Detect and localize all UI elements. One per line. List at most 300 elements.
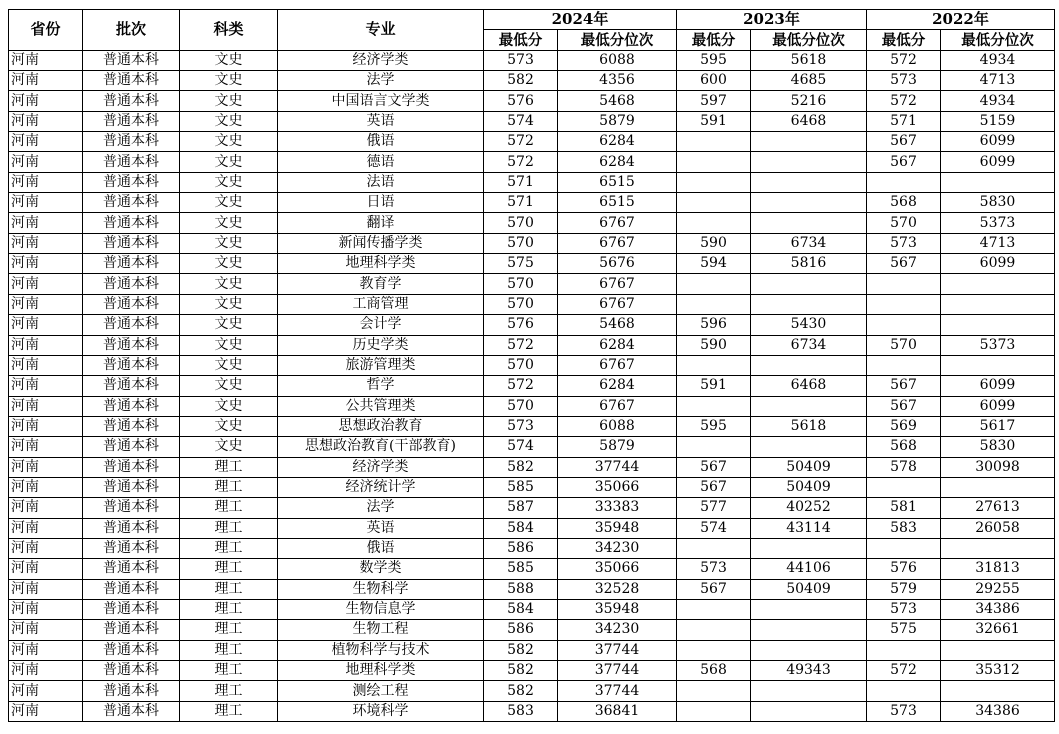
- cell-category: 文史: [180, 71, 278, 91]
- table-row: [9, 111, 1055, 131]
- cell-category: 理工: [180, 559, 278, 579]
- cell-min-rank-2023: [751, 132, 867, 152]
- cell-min-rank-2023: [751, 274, 867, 294]
- cell-min-score-2023: [677, 701, 751, 721]
- cell-min-rank-2024: 6088: [558, 50, 677, 70]
- cell-category: 理工: [180, 661, 278, 681]
- cell-major: 思想政治教育(干部教育): [278, 437, 484, 457]
- table-row: [9, 559, 1055, 579]
- cell-province: 河南: [9, 355, 83, 375]
- cell-batch: 普通本科: [83, 416, 180, 436]
- cell-province: 河南: [9, 681, 83, 701]
- cell-min-rank-2023: [751, 396, 867, 416]
- cell-major: 公共管理类: [278, 396, 484, 416]
- cell-province: 河南: [9, 376, 83, 396]
- cell-min-score-2024: 585: [484, 477, 558, 497]
- cell-min-score-2022: [867, 681, 941, 701]
- cell-min-rank-2024: 6767: [558, 233, 677, 253]
- cell-province: 河南: [9, 294, 83, 314]
- cell-batch: 普通本科: [83, 376, 180, 396]
- cell-category: 文史: [180, 152, 278, 172]
- cell-province: 河南: [9, 457, 83, 477]
- cell-min-rank-2024: 35066: [558, 477, 677, 497]
- cell-batch: 普通本科: [83, 599, 180, 619]
- cell-category: 文史: [180, 233, 278, 253]
- cell-min-rank-2024: 37744: [558, 661, 677, 681]
- cell-min-score-2022: 567: [867, 152, 941, 172]
- cell-batch: 普通本科: [83, 315, 180, 335]
- cell-min-rank-2022: 4713: [941, 233, 1055, 253]
- cell-min-rank-2022: 5373: [941, 213, 1055, 233]
- cell-province: 河南: [9, 661, 83, 681]
- cell-min-rank-2023: [751, 701, 867, 721]
- cell-category: 文史: [180, 416, 278, 436]
- cell-min-score-2024: 570: [484, 213, 558, 233]
- cell-major: 英语: [278, 111, 484, 131]
- cell-min-score-2022: 573: [867, 701, 941, 721]
- header-category: 科类: [180, 10, 278, 51]
- cell-min-rank-2024: 6767: [558, 294, 677, 314]
- cell-batch: 普通本科: [83, 498, 180, 518]
- cell-min-score-2024: 587: [484, 498, 558, 518]
- cell-min-score-2024: 584: [484, 599, 558, 619]
- cell-min-score-2023: [677, 620, 751, 640]
- cell-min-score-2024: 582: [484, 661, 558, 681]
- cell-min-score-2023: [677, 681, 751, 701]
- cell-batch: 普通本科: [83, 681, 180, 701]
- cell-min-rank-2022: 30098: [941, 457, 1055, 477]
- cell-province: 河南: [9, 396, 83, 416]
- cell-major: 旅游管理类: [278, 355, 484, 375]
- cell-min-rank-2022: [941, 172, 1055, 192]
- cell-category: 文史: [180, 376, 278, 396]
- cell-min-rank-2022: [941, 315, 1055, 335]
- cell-min-rank-2022: [941, 640, 1055, 660]
- cell-min-rank-2023: 50409: [751, 579, 867, 599]
- cell-min-rank-2022: 35312: [941, 661, 1055, 681]
- cell-min-score-2022: 572: [867, 91, 941, 111]
- cell-min-score-2022: [867, 294, 941, 314]
- cell-min-score-2024: 570: [484, 294, 558, 314]
- cell-province: 河南: [9, 640, 83, 660]
- cell-batch: 普通本科: [83, 559, 180, 579]
- cell-major: 俄语: [278, 538, 484, 558]
- cell-min-rank-2024: 33383: [558, 498, 677, 518]
- cell-batch: 普通本科: [83, 132, 180, 152]
- cell-category: 文史: [180, 132, 278, 152]
- cell-min-rank-2024: 34230: [558, 538, 677, 558]
- cell-min-score-2022: 570: [867, 335, 941, 355]
- cell-province: 河南: [9, 152, 83, 172]
- cell-min-score-2023: 567: [677, 579, 751, 599]
- cell-min-rank-2024: 4356: [558, 71, 677, 91]
- cell-min-score-2024: 576: [484, 315, 558, 335]
- cell-min-score-2024: 573: [484, 50, 558, 70]
- cell-batch: 普通本科: [83, 50, 180, 70]
- cell-min-score-2022: 575: [867, 620, 941, 640]
- cell-major: 工商管理: [278, 294, 484, 314]
- cell-category: 理工: [180, 620, 278, 640]
- cell-min-rank-2022: 27613: [941, 498, 1055, 518]
- cell-major: 生物信息学: [278, 599, 484, 619]
- cell-min-rank-2023: [751, 538, 867, 558]
- cell-min-score-2023: 574: [677, 518, 751, 538]
- cell-min-score-2023: 567: [677, 457, 751, 477]
- cell-min-score-2023: 595: [677, 416, 751, 436]
- cell-min-rank-2024: 6515: [558, 193, 677, 213]
- table-row: [9, 193, 1055, 213]
- cell-min-score-2022: 583: [867, 518, 941, 538]
- cell-min-score-2024: 570: [484, 396, 558, 416]
- cell-province: 河南: [9, 518, 83, 538]
- cell-category: 理工: [180, 518, 278, 538]
- table-row: [9, 172, 1055, 192]
- cell-min-score-2024: 572: [484, 152, 558, 172]
- table-row: [9, 477, 1055, 497]
- cell-category: 文史: [180, 254, 278, 274]
- cell-min-score-2023: 591: [677, 376, 751, 396]
- cell-min-score-2024: 572: [484, 132, 558, 152]
- cell-province: 河南: [9, 579, 83, 599]
- cell-min-rank-2023: 6468: [751, 111, 867, 131]
- cell-batch: 普通本科: [83, 254, 180, 274]
- cell-min-rank-2023: 50409: [751, 477, 867, 497]
- header-year-2022: 2022年: [867, 10, 1055, 30]
- cell-batch: 普通本科: [83, 437, 180, 457]
- cell-min-rank-2024: 34230: [558, 620, 677, 640]
- cell-major: 俄语: [278, 132, 484, 152]
- cell-min-score-2024: 572: [484, 335, 558, 355]
- cell-min-rank-2024: 5879: [558, 111, 677, 131]
- cell-min-rank-2022: 6099: [941, 254, 1055, 274]
- cell-major: 经济学类: [278, 50, 484, 70]
- cell-category: 文史: [180, 91, 278, 111]
- cell-category: 文史: [180, 50, 278, 70]
- table-row: [9, 50, 1055, 70]
- cell-major: 环境科学: [278, 701, 484, 721]
- table-row: [9, 233, 1055, 253]
- cell-min-score-2024: 571: [484, 172, 558, 192]
- cell-batch: 普通本科: [83, 661, 180, 681]
- cell-category: 理工: [180, 681, 278, 701]
- table-row: [9, 437, 1055, 457]
- cell-min-rank-2023: [751, 193, 867, 213]
- cell-min-score-2022: 573: [867, 233, 941, 253]
- cell-min-rank-2023: 5618: [751, 50, 867, 70]
- cell-min-rank-2024: 6284: [558, 335, 677, 355]
- cell-min-score-2023: [677, 355, 751, 375]
- cell-category: 理工: [180, 457, 278, 477]
- cell-province: 河南: [9, 477, 83, 497]
- cell-batch: 普通本科: [83, 213, 180, 233]
- cell-category: 文史: [180, 193, 278, 213]
- cell-min-rank-2023: 5618: [751, 416, 867, 436]
- cell-batch: 普通本科: [83, 172, 180, 192]
- cell-min-rank-2023: 6468: [751, 376, 867, 396]
- cell-min-rank-2022: 32661: [941, 620, 1055, 640]
- admission-scores-table: [8, 9, 1055, 722]
- table-row: [9, 213, 1055, 233]
- table-body: [9, 50, 1055, 721]
- cell-min-rank-2024: 6767: [558, 355, 677, 375]
- cell-min-rank-2024: 6767: [558, 274, 677, 294]
- cell-min-score-2024: 576: [484, 91, 558, 111]
- cell-province: 河南: [9, 701, 83, 721]
- cell-min-score-2024: 586: [484, 538, 558, 558]
- header-row-years: [9, 10, 1055, 30]
- cell-min-score-2024: 572: [484, 376, 558, 396]
- table-row: [9, 152, 1055, 172]
- cell-min-rank-2022: 6099: [941, 396, 1055, 416]
- cell-min-score-2023: 600: [677, 71, 751, 91]
- cell-province: 河南: [9, 193, 83, 213]
- table-row: [9, 71, 1055, 91]
- table-row: [9, 274, 1055, 294]
- cell-batch: 普通本科: [83, 477, 180, 497]
- cell-major: 英语: [278, 518, 484, 538]
- cell-category: 理工: [180, 477, 278, 497]
- cell-min-rank-2023: [751, 355, 867, 375]
- cell-min-rank-2023: [751, 437, 867, 457]
- cell-min-rank-2022: 4934: [941, 50, 1055, 70]
- cell-category: 理工: [180, 579, 278, 599]
- cell-major: 会计学: [278, 315, 484, 335]
- cell-major: 新闻传播学类: [278, 233, 484, 253]
- cell-min-score-2023: 573: [677, 559, 751, 579]
- cell-min-rank-2024: 6767: [558, 213, 677, 233]
- cell-major: 法语: [278, 172, 484, 192]
- cell-min-score-2023: [677, 193, 751, 213]
- cell-category: 文史: [180, 294, 278, 314]
- cell-min-rank-2022: 31813: [941, 559, 1055, 579]
- cell-min-rank-2022: 26058: [941, 518, 1055, 538]
- cell-min-score-2023: [677, 396, 751, 416]
- cell-batch: 普通本科: [83, 396, 180, 416]
- cell-min-score-2022: 568: [867, 193, 941, 213]
- cell-major: 生物工程: [278, 620, 484, 640]
- cell-min-score-2024: 582: [484, 681, 558, 701]
- cell-min-rank-2022: 34386: [941, 599, 1055, 619]
- cell-category: 文史: [180, 335, 278, 355]
- cell-min-score-2023: 591: [677, 111, 751, 131]
- table-row: [9, 538, 1055, 558]
- cell-min-score-2022: 567: [867, 132, 941, 152]
- cell-min-score-2024: 570: [484, 274, 558, 294]
- cell-min-score-2023: 567: [677, 477, 751, 497]
- cell-category: 文史: [180, 355, 278, 375]
- cell-min-rank-2024: 35066: [558, 559, 677, 579]
- cell-min-score-2023: [677, 274, 751, 294]
- cell-min-rank-2022: 6099: [941, 376, 1055, 396]
- cell-min-score-2022: 573: [867, 71, 941, 91]
- cell-min-score-2022: 572: [867, 50, 941, 70]
- cell-min-rank-2022: [941, 274, 1055, 294]
- cell-min-rank-2022: [941, 355, 1055, 375]
- cell-major: 法学: [278, 498, 484, 518]
- cell-batch: 普通本科: [83, 111, 180, 131]
- cell-category: 文史: [180, 213, 278, 233]
- cell-min-score-2023: 595: [677, 50, 751, 70]
- cell-min-score-2022: [867, 538, 941, 558]
- cell-min-rank-2022: 5159: [941, 111, 1055, 131]
- cell-min-score-2023: [677, 599, 751, 619]
- table-row: [9, 620, 1055, 640]
- cell-category: 文史: [180, 274, 278, 294]
- cell-major: 中国语言文学类: [278, 91, 484, 111]
- cell-category: 理工: [180, 701, 278, 721]
- cell-category: 文史: [180, 315, 278, 335]
- cell-major: 生物科学: [278, 579, 484, 599]
- cell-min-rank-2022: [941, 294, 1055, 314]
- cell-min-score-2023: 590: [677, 335, 751, 355]
- cell-min-score-2024: 582: [484, 71, 558, 91]
- header-province: 省份: [9, 10, 83, 51]
- cell-min-score-2022: 570: [867, 213, 941, 233]
- cell-min-score-2022: [867, 172, 941, 192]
- cell-province: 河南: [9, 233, 83, 253]
- cell-min-rank-2024: 5468: [558, 91, 677, 111]
- cell-category: 理工: [180, 599, 278, 619]
- table-row: [9, 518, 1055, 538]
- table-row: [9, 315, 1055, 335]
- cell-province: 河南: [9, 335, 83, 355]
- header-min-rank-2024: 最低分位次: [558, 30, 677, 50]
- cell-min-score-2023: [677, 437, 751, 457]
- table-row: [9, 416, 1055, 436]
- cell-batch: 普通本科: [83, 620, 180, 640]
- cell-min-rank-2024: 5468: [558, 315, 677, 335]
- cell-min-score-2024: 586: [484, 620, 558, 640]
- cell-province: 河南: [9, 599, 83, 619]
- cell-major: 经济统计学: [278, 477, 484, 497]
- cell-min-rank-2023: 49343: [751, 661, 867, 681]
- cell-category: 理工: [180, 538, 278, 558]
- cell-min-rank-2023: 6734: [751, 233, 867, 253]
- cell-batch: 普通本科: [83, 91, 180, 111]
- table-row: [9, 396, 1055, 416]
- cell-batch: 普通本科: [83, 518, 180, 538]
- table-row: [9, 91, 1055, 111]
- table-row: [9, 376, 1055, 396]
- header-min-rank-2022: 最低分位次: [941, 30, 1055, 50]
- cell-province: 河南: [9, 498, 83, 518]
- cell-category: 理工: [180, 640, 278, 660]
- cell-min-score-2022: 568: [867, 437, 941, 457]
- cell-min-score-2023: [677, 132, 751, 152]
- cell-major: 地理科学类: [278, 661, 484, 681]
- table-row: [9, 661, 1055, 681]
- cell-min-score-2024: 574: [484, 437, 558, 457]
- cell-min-score-2023: [677, 213, 751, 233]
- cell-min-score-2022: 576: [867, 559, 941, 579]
- cell-min-rank-2024: 35948: [558, 599, 677, 619]
- cell-min-score-2023: 590: [677, 233, 751, 253]
- cell-min-rank-2024: 6767: [558, 396, 677, 416]
- cell-batch: 普通本科: [83, 355, 180, 375]
- cell-min-score-2024: 571: [484, 193, 558, 213]
- cell-major: 哲学: [278, 376, 484, 396]
- cell-min-score-2023: [677, 172, 751, 192]
- cell-min-score-2022: 571: [867, 111, 941, 131]
- cell-min-score-2022: [867, 274, 941, 294]
- cell-min-rank-2024: 5676: [558, 254, 677, 274]
- header-min-rank-2023: 最低分位次: [751, 30, 867, 50]
- cell-province: 河南: [9, 274, 83, 294]
- cell-major: 经济学类: [278, 457, 484, 477]
- cell-min-rank-2024: 37744: [558, 640, 677, 660]
- cell-min-rank-2023: 40252: [751, 498, 867, 518]
- cell-min-rank-2022: [941, 477, 1055, 497]
- cell-min-rank-2023: 5430: [751, 315, 867, 335]
- table-row: [9, 640, 1055, 660]
- cell-min-rank-2023: 4685: [751, 71, 867, 91]
- cell-batch: 普通本科: [83, 640, 180, 660]
- cell-min-rank-2023: 6734: [751, 335, 867, 355]
- header-min-score-2024: 最低分: [484, 30, 558, 50]
- cell-min-rank-2024: 6088: [558, 416, 677, 436]
- cell-province: 河南: [9, 91, 83, 111]
- cell-min-score-2022: 567: [867, 254, 941, 274]
- cell-min-score-2023: 594: [677, 254, 751, 274]
- cell-major: 翻译: [278, 213, 484, 233]
- cell-min-score-2023: [677, 294, 751, 314]
- cell-province: 河南: [9, 620, 83, 640]
- cell-batch: 普通本科: [83, 701, 180, 721]
- cell-batch: 普通本科: [83, 193, 180, 213]
- cell-min-score-2022: 573: [867, 599, 941, 619]
- cell-min-rank-2024: 35948: [558, 518, 677, 538]
- cell-category: 理工: [180, 498, 278, 518]
- cell-min-score-2022: 567: [867, 396, 941, 416]
- table-row: [9, 681, 1055, 701]
- cell-major: 测绘工程: [278, 681, 484, 701]
- cell-batch: 普通本科: [83, 71, 180, 91]
- cell-min-score-2022: 569: [867, 416, 941, 436]
- cell-batch: 普通本科: [83, 538, 180, 558]
- cell-min-score-2022: 578: [867, 457, 941, 477]
- cell-min-rank-2022: 29255: [941, 579, 1055, 599]
- cell-category: 文史: [180, 437, 278, 457]
- cell-min-rank-2024: 36841: [558, 701, 677, 721]
- cell-min-rank-2023: [751, 294, 867, 314]
- cell-min-rank-2024: 37744: [558, 681, 677, 701]
- cell-min-rank-2023: 5216: [751, 91, 867, 111]
- cell-min-rank-2024: 6284: [558, 152, 677, 172]
- cell-province: 河南: [9, 559, 83, 579]
- cell-min-rank-2022: 5373: [941, 335, 1055, 355]
- cell-major: 历史学类: [278, 335, 484, 355]
- cell-batch: 普通本科: [83, 152, 180, 172]
- cell-province: 河南: [9, 254, 83, 274]
- cell-category: 文史: [180, 396, 278, 416]
- table-row: [9, 132, 1055, 152]
- cell-min-rank-2023: 44106: [751, 559, 867, 579]
- cell-min-score-2024: 574: [484, 111, 558, 131]
- table-row: [9, 254, 1055, 274]
- cell-min-rank-2024: 6284: [558, 132, 677, 152]
- cell-min-score-2023: [677, 538, 751, 558]
- cell-min-score-2023: 577: [677, 498, 751, 518]
- cell-min-rank-2022: [941, 681, 1055, 701]
- cell-min-rank-2024: 6284: [558, 376, 677, 396]
- table-row: [9, 335, 1055, 355]
- cell-min-rank-2023: [751, 152, 867, 172]
- cell-province: 河南: [9, 416, 83, 436]
- cell-min-rank-2023: [751, 213, 867, 233]
- header-year-2024: 2024年: [484, 10, 677, 30]
- header-batch: 批次: [83, 10, 180, 51]
- cell-min-rank-2023: 5816: [751, 254, 867, 274]
